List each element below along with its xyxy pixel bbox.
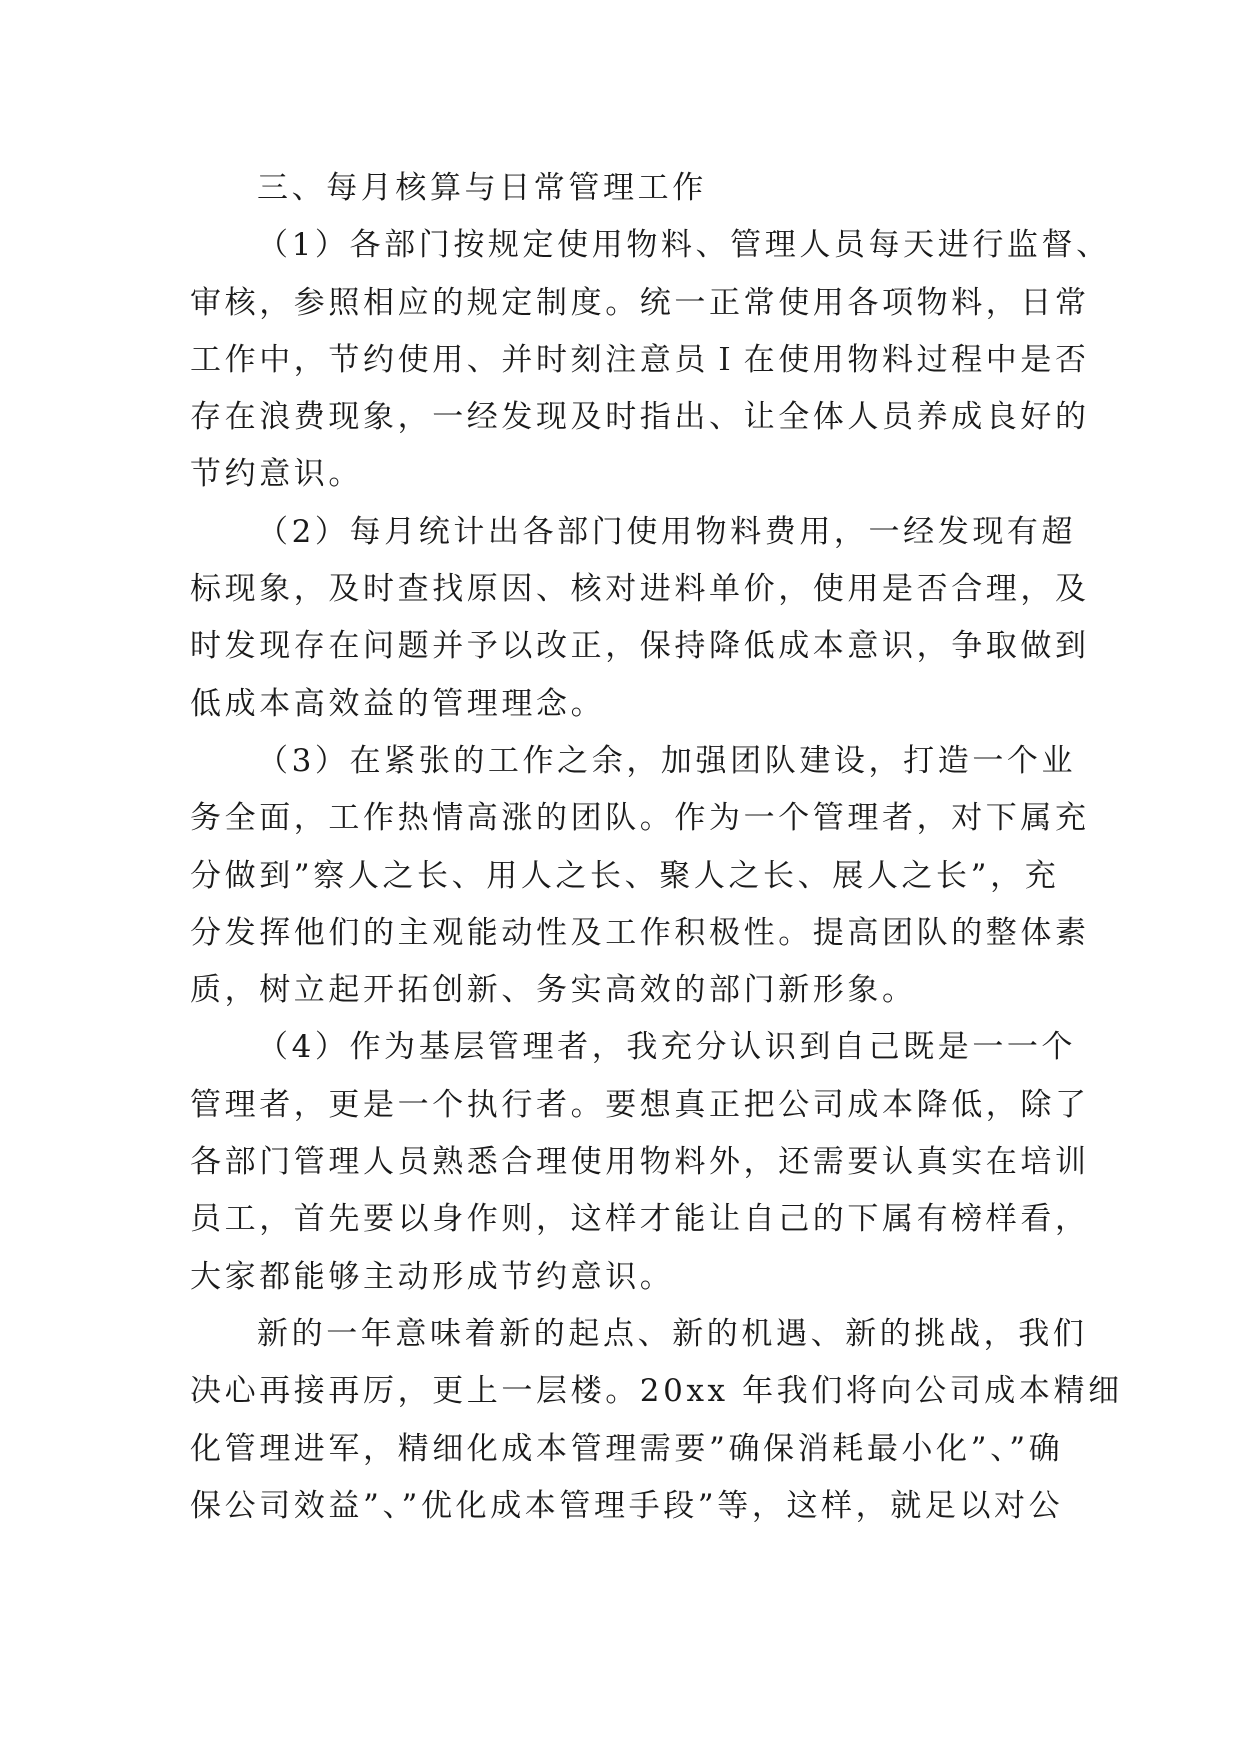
- paragraph-line: 各部门管理人员熟悉合理使用物料外，还需要认真实在培训: [190, 1144, 1090, 1181]
- paragraph-line: 新的一年意味着新的起点、新的机遇、新的挑战，我们: [257, 1315, 1088, 1352]
- paragraph-line: （1）各部门按规定使用物料、管理人员每天进行监督、: [257, 227, 1111, 264]
- paragraph-line: 存在浪费现象，一经发现及时指出、让全体人员养成良好的: [190, 399, 1090, 436]
- paragraph-line: 分做到”察人之长、用人之长、聚人之长、展人之长”，充: [190, 857, 1060, 894]
- paragraph-2: [190, 504, 1090, 733]
- paragraph-line: 分发挥他们的主观能动性及工作积极性。提高团队的整体素: [190, 914, 1090, 951]
- paragraph-line: 化管理进军，精细化成本管理需要”确保消耗最小化”、”确: [190, 1430, 1064, 1467]
- paragraph-line: 保公司效益”、”优化成本管理手段”等，这样，就足以对公: [190, 1487, 1064, 1524]
- paragraph-line: 决心再接再厉，更上一层楼。20xx 年我们将向公司成本精细: [190, 1373, 1123, 1410]
- paragraph-line: （4）作为基层管理者，我充分认识到自己既是一一个: [257, 1029, 1077, 1066]
- paragraph-line: （2）每月统计出各部门使用物料费用，一经发现有超: [257, 513, 1077, 550]
- paragraph-1: [190, 217, 1111, 503]
- paragraph-line: 审核，参照相应的规定制度。统一正常使用各项物料，日常: [190, 284, 1090, 321]
- paragraph-line: 低成本高效益的管理理念。: [190, 685, 606, 722]
- paragraph-line: 大家都能够主动形成节约意识。: [190, 1258, 675, 1295]
- paragraph-line: 节约意识。: [190, 456, 363, 493]
- paragraph-5: [190, 1306, 1123, 1535]
- paragraph-line: 标现象，及时查找原因、核对进料单价，使用是否合理，及: [190, 571, 1090, 608]
- document-body: [190, 160, 1123, 1535]
- paragraph-line: 务全面，工作热情高涨的团队。作为一个管理者，对下属充: [190, 800, 1090, 837]
- paragraph-4: [190, 1019, 1090, 1305]
- section-heading: 三、每月核算与日常管理工作: [257, 170, 707, 206]
- paragraph-line: 工作中，节约使用、并时刻注意员Ｉ在使用物料过程中是否: [190, 341, 1090, 378]
- paragraph-line: 质，树立起开拓创新、务实高效的部门新形象。: [190, 972, 917, 1009]
- paragraph-line: 管理者，更是一个执行者。要想真正把公司成本降低，除了: [190, 1086, 1090, 1123]
- paragraph-line: （3）在紧张的工作之余，加强团队建设，打造一个业: [257, 742, 1077, 779]
- paragraph-line: 时发现存在问题并予以改正，保持降低成本意识，争取做到: [190, 628, 1090, 665]
- paragraph-3: [190, 733, 1090, 1019]
- paragraph-line: 员工，首先要以身作则，这样才能让自己的下属有榜样看，: [190, 1201, 1090, 1238]
